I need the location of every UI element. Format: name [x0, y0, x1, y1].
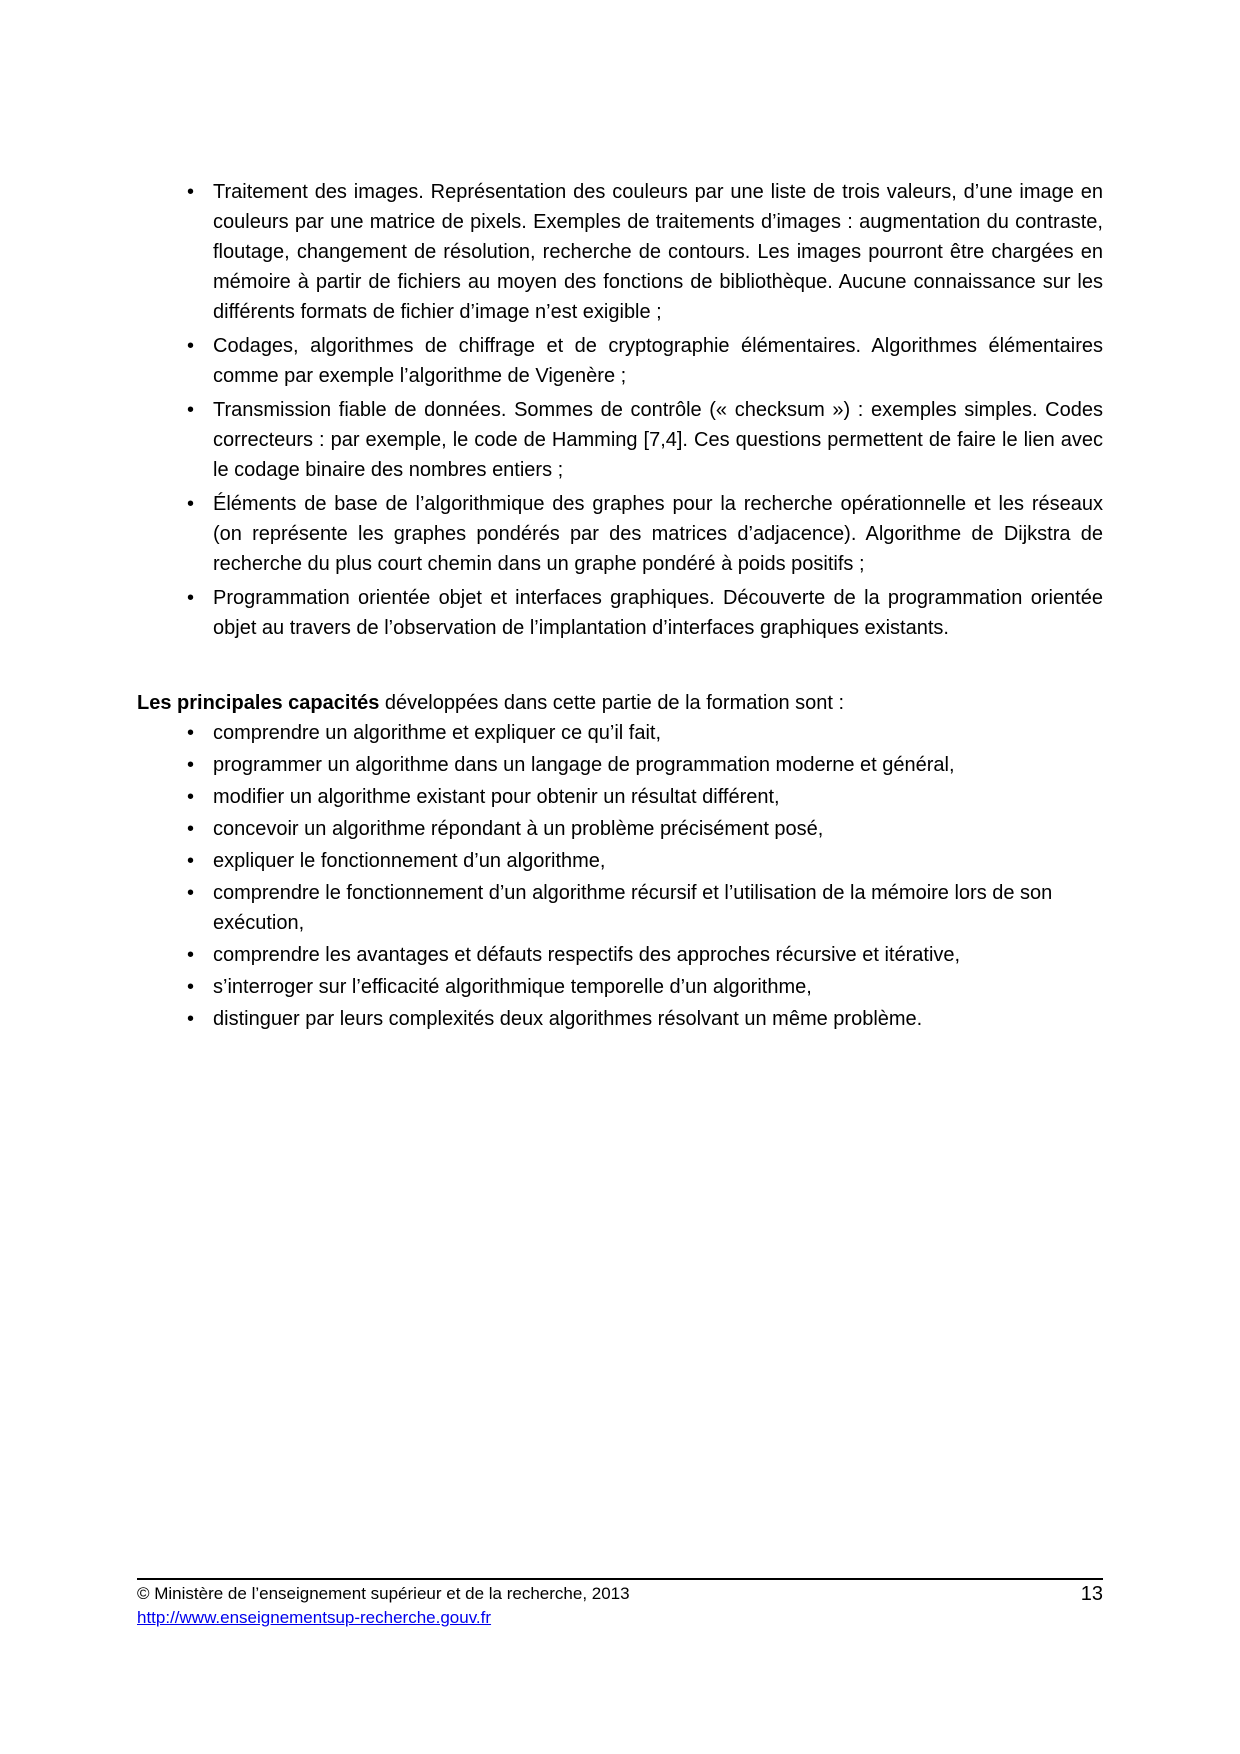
list-item: • comprendre un algorithme et expliquer ce qu’il fait,	[137, 718, 1103, 748]
list-item: • modifier un algorithme existant pour obtenir un résultat différent,	[137, 782, 1103, 812]
list-item: • Traitement des images. Représentation des couleurs par une liste de trois valeurs, d’une image en couleurs par une matrice de pixels. Exemples de traitements d’images : augmentation du contraste, floutage, changement de résolution, recherche de contours. Les images pourront être chargées en mémoire à partir de fichiers au moyen des fonctions de bibliothèque. Aucune connaissance sur les différents formats de fichier d’image n’est exigible ;	[137, 177, 1103, 327]
list-item: • Transmission fiable de données. Sommes de contrôle (« checksum ») : exemples simples. Codes correcteurs : par exemple, le code de Hamming [7,4]. Ces questions permettent de faire le lien avec le codage binaire des nombres entiers ;	[137, 395, 1103, 485]
list-item: • s’interroger sur l’efficacité algorithmique temporelle d’un algorithme,	[137, 972, 1103, 1002]
list-item: • Éléments de base de l’algorithmique des graphes pour la recherche opérationnelle et les réseaux (on représente les graphes pondérés par des matrices d’adjacence). Algorithme de Dijkstra de recherche du plus court chemin dans un graphe pondéré à poids positifs ;	[137, 489, 1103, 579]
list-item: • Codages, algorithmes de chiffrage et de cryptographie élémentaires. Algorithmes élémentaires comme par exemple l’algorithme de Vigenère ;	[137, 331, 1103, 391]
list-item: • comprendre les avantages et défauts respectifs des approches récursive et itérative,	[137, 940, 1103, 970]
list-item: • expliquer le fonctionnement d’un algorithme,	[137, 846, 1103, 876]
list-item: • programmer un algorithme dans un langage de programmation moderne et général,	[137, 750, 1103, 780]
footer-row	[137, 1583, 1103, 1605]
list-item: • Programmation orientée objet et interfaces graphiques. Découverte de la programmation orientée objet au travers de l’observation de l’implantation d’interfaces graphiques existants.	[137, 583, 1103, 643]
capacities-heading-bold: Les principales capacités	[137, 692, 380, 714]
page-content	[137, 177, 1103, 1036]
list-item: • comprendre le fonctionnement d’un algorithme récursif et l’utilisation de la mémoire lors de son exécution,	[137, 878, 1103, 938]
curriculum-bullet-list	[137, 177, 1103, 643]
capacities-heading	[137, 688, 1103, 718]
footer-url-link[interactable]: http://www.enseignementsup-recherche.gouv.fr	[137, 1608, 492, 1627]
page-number: 13	[1080, 1583, 1103, 1605]
capacities-bullet-list	[137, 718, 1103, 1034]
copyright-text: © Ministère de l’enseignement supérieur et de la recherche, 2013	[137, 1584, 630, 1603]
page-footer	[137, 1578, 1103, 1629]
list-item: • concevoir un algorithme répondant à un problème précisément posé,	[137, 814, 1103, 844]
list-item: • distinguer par leurs complexités deux algorithmes résolvant un même problème.	[137, 1004, 1103, 1034]
capacities-heading-rest: développées dans cette partie de la formation sont :	[379, 692, 845, 714]
